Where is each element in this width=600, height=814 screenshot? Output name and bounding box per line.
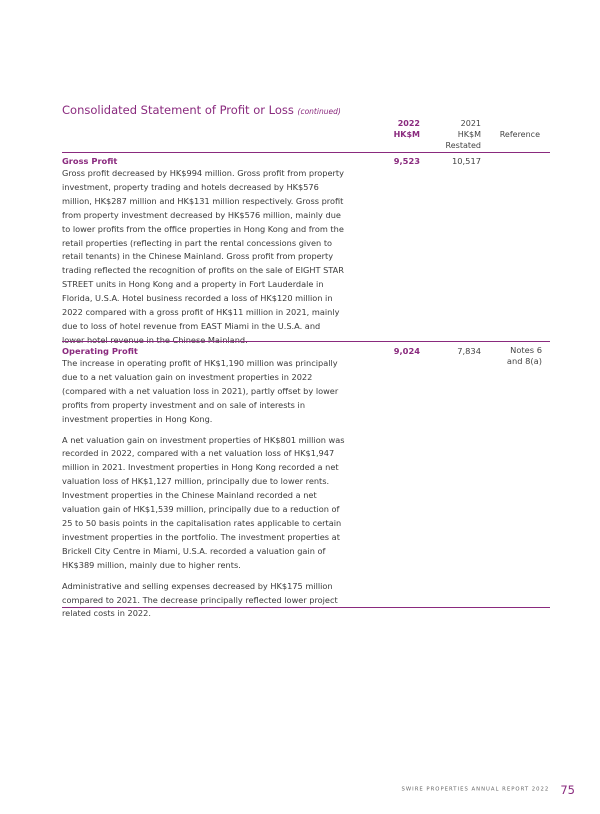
value-2021: 7,834 — [457, 346, 481, 356]
column-header-2021 — [440, 118, 481, 151]
column-year-2021: 2021 — [460, 119, 481, 128]
section-divider — [62, 607, 550, 608]
section-paragraph: Gross profit decreased by HK$994 million. Gross profit from property investment, property trading and hotels decreased by HK$576 million, HK$287 million and HK$131 million respectively. Gross profit from property investment decreased by HK$576 million, mainly due to lower profits from the office properties in Hong Kong and from the retail properties (reflecting in part the rental concessions given to retail tenants) in the Chinese Mainland. Gross profit from property trading reflected the recognition of profits on the sale of EIGHT STAR STREET units in Hong Kong and a property in Fort Lauderdale in Florida, U.S.A. Hotel business recorded a loss of HK$120 million in 2022 compared with a gross profit of HK$11 million in 2021, mainly due to loss of hotel revenue from EAST Miami in the U.S.A. and lower hotel revenue in the Chinese Mainland. — [62, 168, 344, 345]
section-paragraph: The increase in operating profit of HK$1,190 million was principally due to a net valuation gain on investment properties in 2022 (compared with a net valuation loss in 2021), partly offset by lower profits from property investment and on sale of interests in investment properties in Hong Kong. — [62, 358, 339, 424]
column-unit-2021: HK$M — [457, 130, 481, 139]
section-divider — [62, 341, 550, 342]
section-divider — [62, 152, 550, 153]
column-header-2022 — [380, 118, 420, 140]
page-footer — [402, 779, 575, 798]
reference-notes: Notes 6 and 8(a) — [506, 345, 542, 366]
section-operating-profit — [62, 345, 550, 628]
column-unit-2022: HK$M — [393, 130, 420, 139]
statement-title-text: Consolidated Statement of Profit or Loss — [62, 103, 294, 117]
section-paragraph: A net valuation gain on investment properties of HK$801 million was recorded in 2022, compared with a net valuation loss of HK$1,947 million in 2021. Investment properties in Hong Kong recorded a net valuation loss of HK$1,127 million, principally due to lower rents. Investment properties in the Chinese Mainland recorded a net valuation gain of HK$1,539 million, principally due to a reduction of 25 to 50 basis points in the capitalisation rates applicable to certain investment properties in the portfolio. The investment properties at Brickell City Centre in Miami, U.S.A. recorded a valuation gain of HK$389 million, mainly due to higher rents. — [62, 434, 345, 570]
section-label: Operating Profit — [62, 346, 138, 356]
column-header-reference: Reference — [499, 130, 540, 139]
statement-title-suffix: (continued) — [297, 107, 341, 116]
page-number: 75 — [560, 782, 575, 797]
section-gross-profit — [62, 155, 550, 355]
column-year-2022: 2022 — [397, 119, 420, 128]
section-paragraph: Administrative and selling expenses decreased by HK$175 million compared to 2021. The decrease principally reflected lower project related costs in 2022. — [62, 580, 338, 619]
value-2022: 9,523 — [393, 156, 420, 166]
column-note-restated: Restated — [445, 141, 481, 150]
statement-title — [62, 103, 341, 117]
report-name: SWIRE PROPERTIES ANNUAL REPORT 2022 — [401, 786, 550, 793]
section-label: Gross Profit — [62, 156, 118, 166]
value-2022: 9,024 — [393, 346, 420, 356]
value-2021: 10,517 — [451, 156, 481, 166]
